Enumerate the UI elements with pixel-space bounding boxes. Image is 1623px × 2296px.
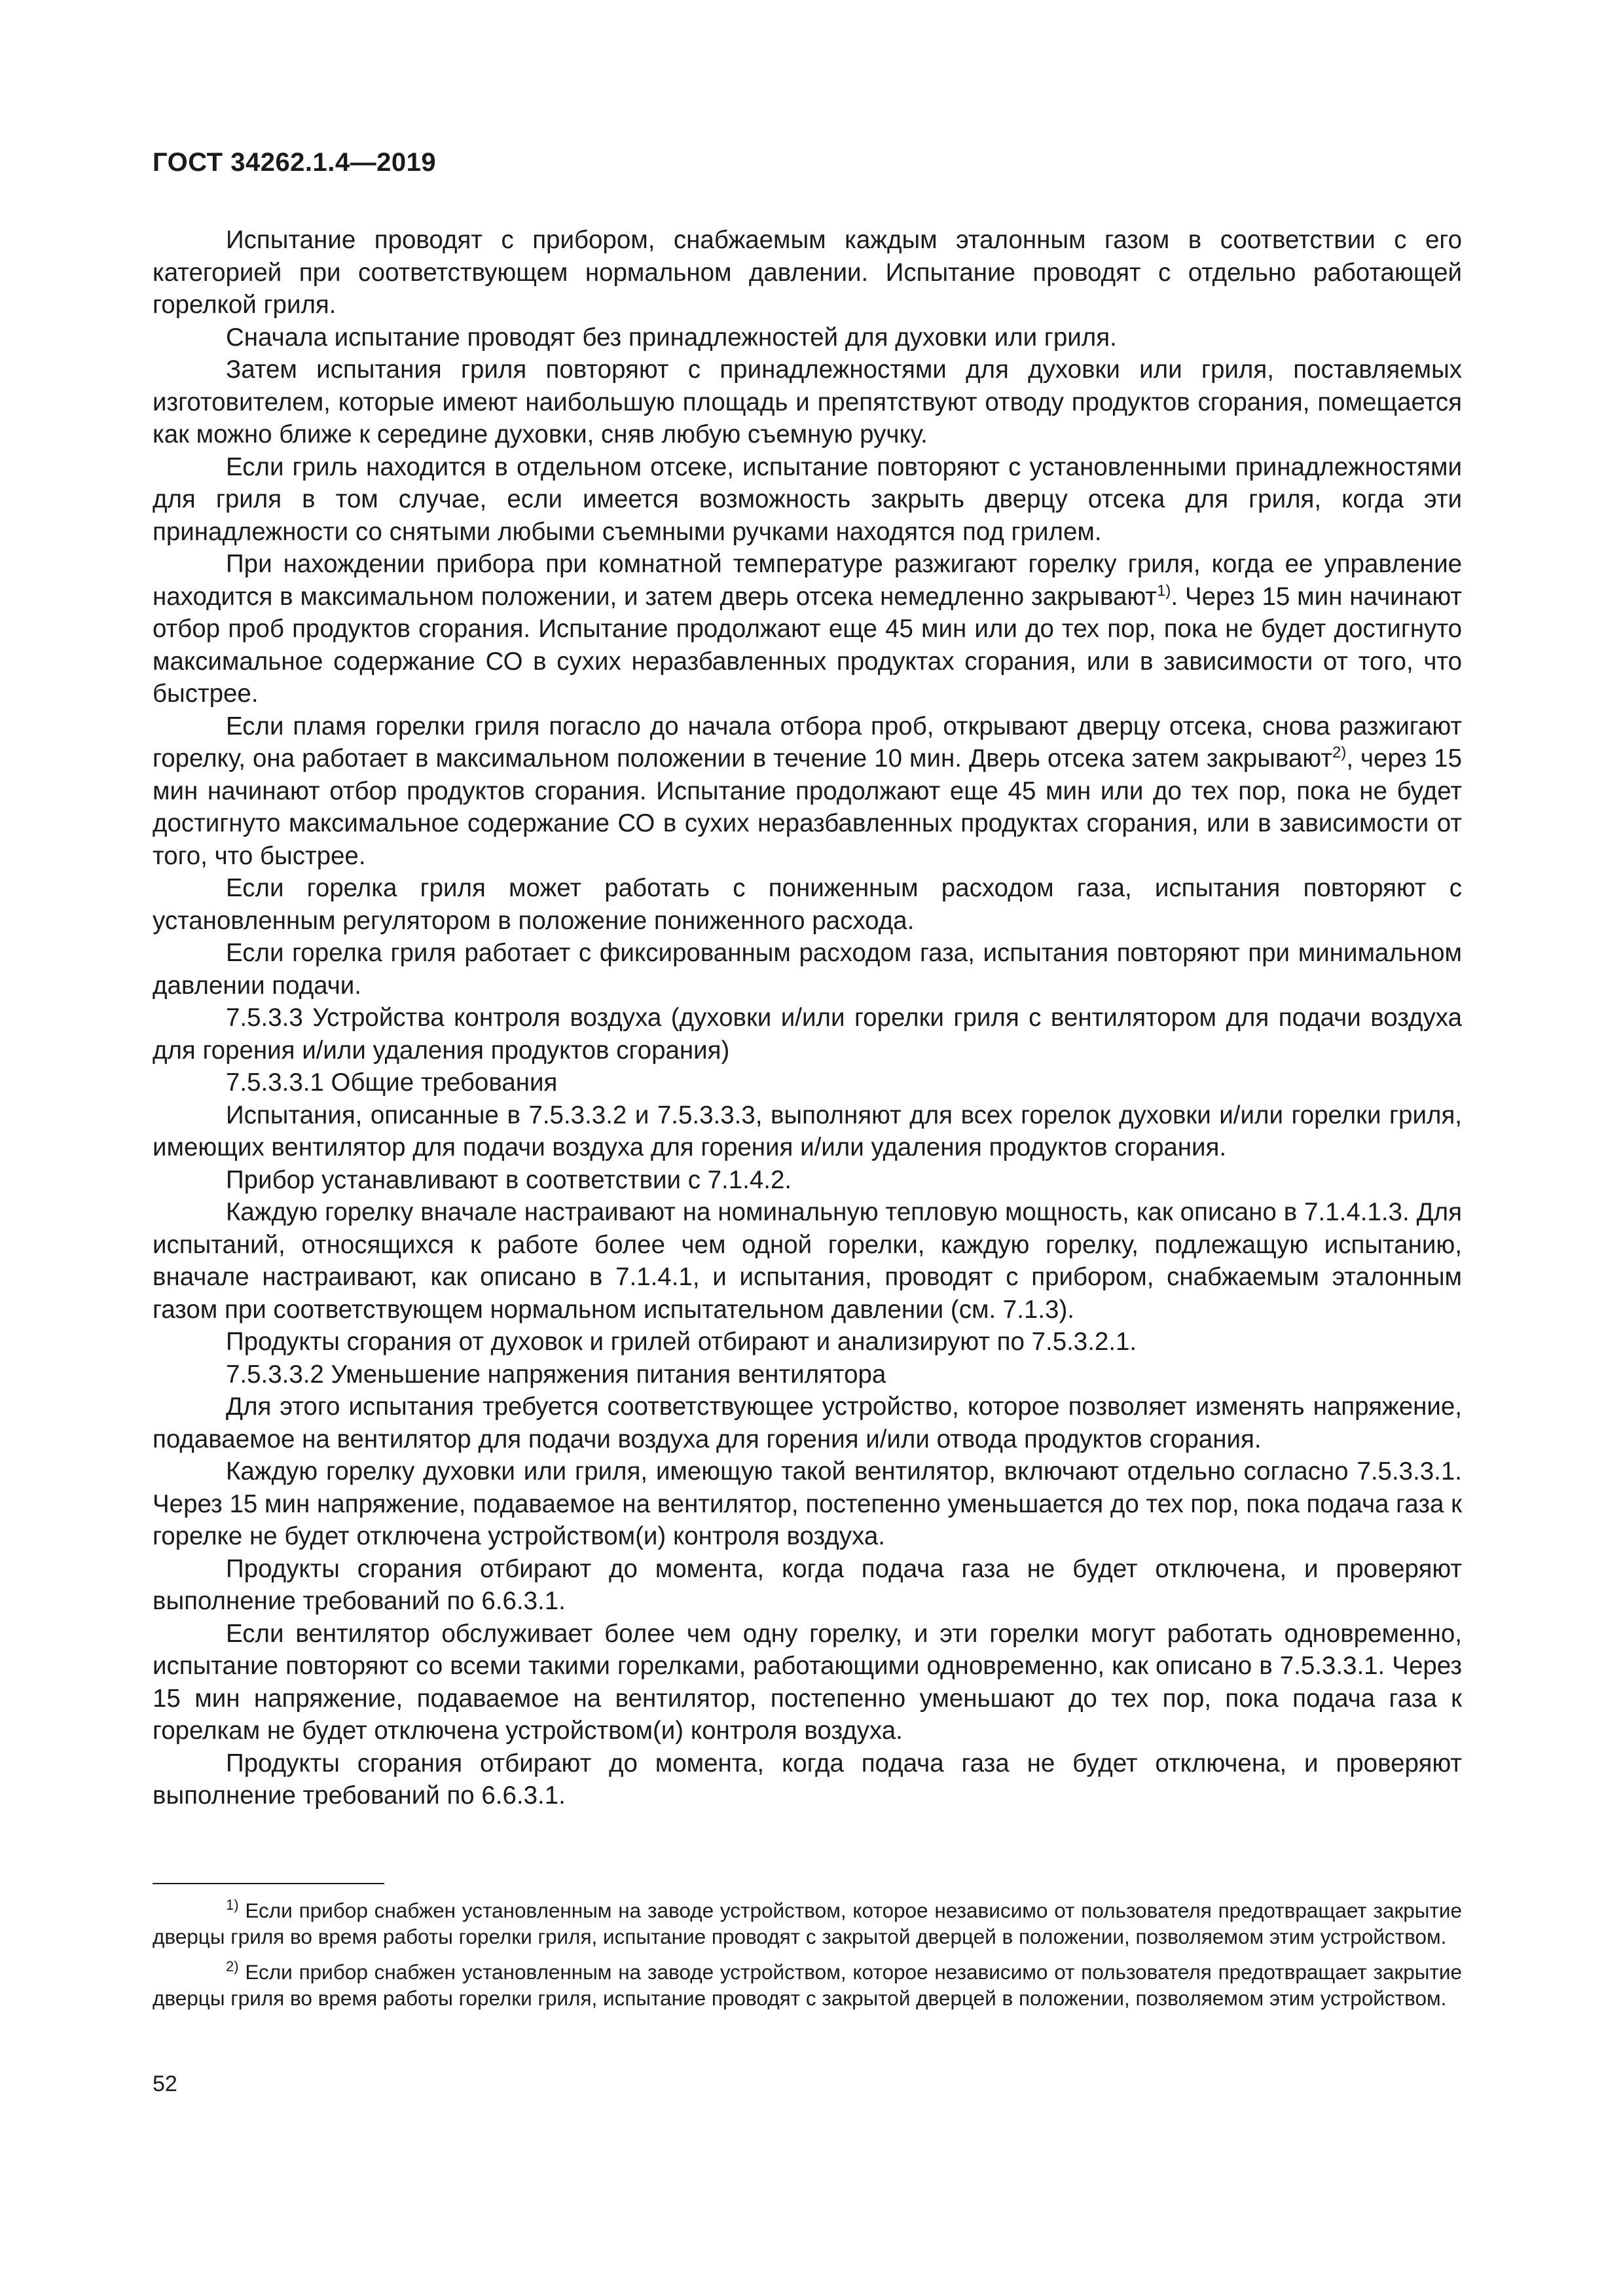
paragraph: Испытание проводят с прибором, снабжаемым каждым эталонным газом в соответствии с его категорией при соответствующем нормальном давлении. Испытание проводят с отдельно работающей горелкой гриля.: [153, 226, 1462, 319]
footnotes: [153, 1897, 1462, 2020]
paragraph-with-footnote-1: [153, 548, 1462, 710]
footnote-mark-2: 2): [226, 1958, 239, 1975]
section-heading: 7.5.3.3.2 Уменьшение напряжения питания вентилятора: [226, 1360, 886, 1389]
paragraph: Если вентилятор обслуживает более чем одну горелку, и эти горелки могут работать одновременно, испытание повторяют со всеми такими горелками, работающими одновременно, как описано в 7.5.3.3.1. Через 15 мин напряжение, подаваемое на вентилятор, постепенно уменьшают до тех пор, пока подача газа к горелкам не будет отключена устройством(и) контроля воздуха.: [153, 1619, 1462, 1745]
section-heading: 7.5.3.3 Устройства контроля воздуха (духовки и/или горелки гриля с вентилятором для подачи воздуха для горения и/или удаления продуктов сгорания): [153, 1004, 1462, 1065]
paragraph: Каждую горелку вначале настраивают на номинальную тепловую мощность, как описано в 7.1.4.1.3. Для испытаний, относящихся к работе более чем одной горелки, каждую горелку, подлежащую испытанию, вначале настраивают, как описано в 7.1.4.1, и испытания, проводят с прибором, снабжаемым эталонным газом при соответствующем нормальном испытательном давлении (см. 7.1.3).: [153, 1198, 1462, 1324]
paragraph: Если горелка гриля работает с фиксированным расходом газа, испытания повторяют при минимальном давлении подачи.: [153, 939, 1462, 1000]
section-heading: 7.5.3.3.1 Общие требования: [226, 1068, 558, 1097]
footnote-text: Если прибор снабжен установленным на заводе устройством, которое независимо от пользователя предотвращает закрытие дверцы гриля во время работы горелки гриля, испытание проводят с закрытой дверцей в положении, позволяемом этим устройством.: [153, 1960, 1462, 2010]
body-text: [153, 224, 1462, 1812]
paragraph: Для этого испытания требуется соответствующее устройство, которое позволяет изменять напряжение, подаваемое на вентилятор для подачи воздуха для горения и/или отвода продуктов сгорания.: [153, 1393, 1462, 1453]
document-code-header: ГОСТ 34262.1.4—2019: [153, 148, 437, 177]
paragraph: Продукты сгорания от духовок и грилей отбирают и анализируют по 7.5.3.2.1.: [226, 1328, 1137, 1356]
paragraph: Сначала испытание проводят без принадлежностей для духовки или гриля.: [226, 323, 1117, 352]
footnote-text: Если прибор снабжен установленным на заводе устройством, которое независимо от пользователя предотвращает закрытие дверцы гриля во время работы горелки гриля, испытание проводят с закрытой дверцей в положении, позволяемом этим устройством.: [153, 1899, 1462, 1948]
paragraph: Затем испытания гриля повторяют с принадлежностями для духовки или гриля, поставляемых изготовителем, которые имеют наибольшую площадь и препятствуют отводу продуктов сгорания, помещается как можно ближе к середине духовки, сняв любую съемную ручку.: [153, 355, 1462, 448]
paragraph: Прибор устанавливают в соответствии с 7.1.4.2.: [226, 1165, 792, 1194]
paragraph: Испытания, описанные в 7.5.3.3.2 и 7.5.3.3.3, выполняют для всех горелок духовки и/или горелки гриля, имеющих вентилятор для подачи воздуха для горения и/или удаления продуктов сгорания.: [153, 1101, 1462, 1161]
paragraph: Каждую горелку духовки или гриля, имеющую такой вентилятор, включают отдельно согласно 7.5.3.3.1. Через 15 мин напряжение, подаваемое на вентилятор, постепенно уменьшается до тех пор, пока подача газа к горелке не будет отключена устройством(и) контроля воздуха.: [153, 1457, 1462, 1550]
footnote-2: [153, 1959, 1462, 2011]
paragraph: Если горелка гриля может работать с пониженным расходом газа, испытания повторяют с установленным регулятором в положение пониженного расхода.: [153, 874, 1462, 935]
paragraph-with-footnote-2: [153, 710, 1462, 873]
paragraph-text: , через 15 мин начинают отбор продуктов сгорания. Испытание продолжают еще 45 мин или до тех пор, пока не будет достигнуто максимальное содержание СО в сухих неразбавленных продуктах сгорания, или в зависимости от того, что быстрее.: [153, 744, 1462, 870]
paragraph: Продукты сгорания отбирают до момента, когда подача газа не будет отключена, и проверяют выполнение требований по 6.6.3.1.: [153, 1554, 1462, 1615]
footnote-1: [153, 1897, 1462, 1950]
footnote-ref-2: 2): [1332, 744, 1347, 761]
paragraph: Продукты сгорания отбирают до момента, когда подача газа не будет отключена, и проверяют выполнение требований по 6.6.3.1.: [153, 1749, 1462, 1810]
paragraph-text: . Через 15 мин начинают отбор проб продуктов сгорания. Испытание продолжают еще 45 мин или до тех пор, пока не будет достигнуто максимальное содержание СО в сухих неразбавленных продуктах сгорания, или в зависимости от того, что быстрее.: [153, 582, 1462, 708]
paragraph: Если гриль находится в отдельном отсеке, испытание повторяют с установленными принадлежностями для гриля в том случае, если имеется возможность закрыть дверцу отсека для гриля, когда эти принадлежности со снятыми любыми съемными ручками находятся под грилем.: [153, 452, 1462, 546]
footnote-divider: [153, 1883, 384, 1884]
paragraph-text: При нахождении прибора при комнатной температуре разжигают горелку гриля, когда ее управление находится в максимальном положении, и затем дверь отсека немедленно закрывают: [153, 550, 1462, 611]
footnote-ref-1: 1): [1157, 581, 1171, 600]
footnote-mark-1: 1): [226, 1897, 239, 1913]
paragraph-text: Если пламя горелки гриля погасло до начала отбора проб, открывают дверцу отсека, снова разжигают горелку, она работает в максимальном положении в течение 10 мин. Дверь отсека затем закрывают: [153, 712, 1462, 773]
page-number: 52: [153, 2071, 177, 2096]
